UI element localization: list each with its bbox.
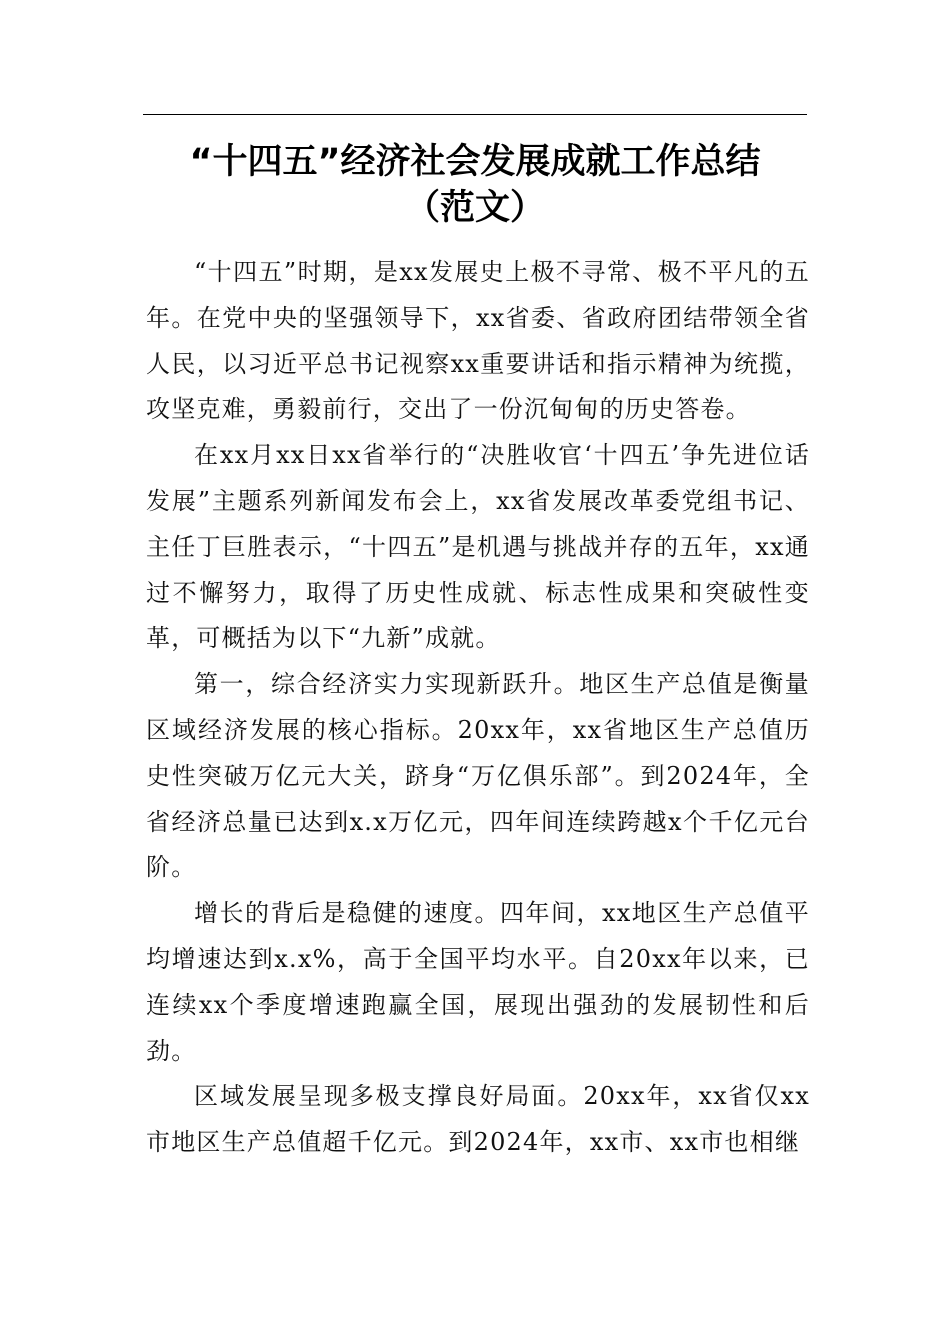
paragraph-4: 增长的背后是稳健的速度。四年间，xx地区生产总值平均增速达到x.x%，高于全国平均水平。自20xx年以来，已连续xx个季度增速跑赢全国，展现出强劲的发展韧性和后劲。: [146, 899, 810, 1065]
header-rule: [143, 114, 807, 115]
paragraph-2: 在xx月xx日xx省举行的“决胜收官‘十四五’争先进位话发展”主题系列新闻发布会上，xx省发展改革委党组书记、主任丁巨胜表示，“十四五”是机遇与挑战并存的五年，xx通过不懈努力，取得了历史性成就、标志性成果和突破性变革，可概括为以下“九新”成就。: [146, 441, 810, 653]
title-line-1: “十四五”经济社会发展成就工作总结: [189, 142, 761, 183]
title-line-2: （范文）: [404, 188, 545, 229]
document-body: [146, 250, 810, 1166]
paragraph-5: 区域发展呈现多极支撑良好局面。20xx年，xx省仅xx市地区生产总值超千亿元。到2024年，xx市、xx市也相继: [146, 1082, 810, 1157]
paragraph-1: “十四五”时期，是xx发展史上极不寻常、极不平凡的五年。在党中央的坚强领导下，xx省委、省政府团结带领全省人民，以习近平总书记视察xx重要讲话和指示精神为统揽，攻坚克难，勇毅前行，交出了一份沉甸甸的历史答卷。: [146, 258, 810, 424]
document-title: [120, 139, 830, 231]
paragraph-3: 第一，综合经济实力实现新跃升。地区生产总值是衡量区域经济发展的核心指标。20xx年，xx省地区生产总值历史性突破万亿元大关，跻身“万亿俱乐部”。到2024年，全省经济总量已达到x.x万亿元，四年间连续跨越x个千亿元台阶。: [146, 670, 810, 882]
